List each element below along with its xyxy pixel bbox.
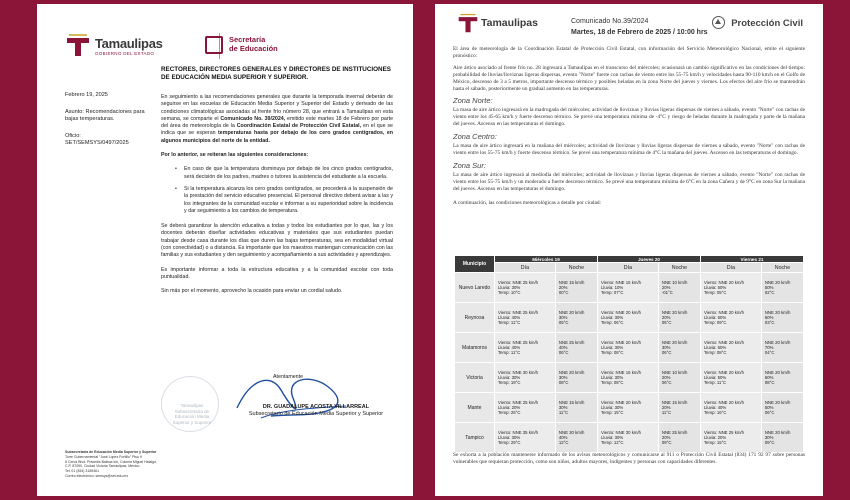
- signature-block: [161, 364, 393, 438]
- forecast-line: Viento: NNE 35 km/h: [498, 429, 539, 435]
- forecast-cell: [555, 423, 597, 453]
- forecast-cell: [597, 393, 658, 423]
- forecast-line: Temp: 10°C: [498, 290, 521, 296]
- forecast-line: Temp: 07°C: [600, 290, 624, 296]
- municipio-name: Victoria: [455, 363, 495, 393]
- considerations-list: [175, 166, 393, 215]
- logo-text: Tamaulipas: [95, 36, 163, 51]
- forecast-line: 30%: [558, 404, 568, 410]
- forecast-line: Lluvia: 10%: [600, 284, 624, 290]
- forecast-line: Temp: 06°C: [600, 320, 624, 326]
- signer: [241, 404, 391, 418]
- forecast-cell: [658, 273, 700, 303]
- forecast-line: Viento: NNE 15 km/h: [600, 369, 642, 375]
- forecast-line: Viento: NNE 20 km/h: [703, 309, 745, 315]
- table-row: [455, 303, 804, 333]
- forecast-table-body: [455, 273, 804, 453]
- tamaulipas-logo-icon: [457, 12, 479, 34]
- forecast-line: 11°C: [558, 410, 569, 416]
- forecast-line: Temp: 15°C: [600, 410, 624, 416]
- seal-text: Tamaulipas Subsecretaría de Educación Media Superior y Superior: [172, 403, 212, 425]
- forecast-line: Lluvia: 40%: [498, 314, 521, 320]
- forecast-cell: [495, 273, 556, 303]
- forecast-line: Temp: 11°C: [498, 320, 521, 326]
- forecast-line: 20%: [661, 434, 671, 440]
- forecast-line: 06°C: [764, 410, 775, 416]
- forecast-cell: [658, 333, 700, 363]
- forecast-line: NNE 10 km/h: [661, 369, 688, 375]
- letter-page: [37, 4, 413, 496]
- forecast-line: 40%: [558, 434, 568, 440]
- forecast-cell: [761, 363, 803, 393]
- list-item: • En caso de que la temperatura disminuya por debajo de los cinco grados centígrados, será decisión de los padres, madres o tutores la asistencia del estudiante a la escuela.: [175, 166, 393, 181]
- forecast-cell: [658, 423, 700, 453]
- forecast-line: 12°C: [558, 440, 569, 446]
- forecast-line: Temp: 09°C: [703, 320, 727, 326]
- forecast-cell: [700, 303, 761, 333]
- forecast-line: 50%: [764, 284, 774, 290]
- forecast-cell: [597, 363, 658, 393]
- forecast-line: 03°C: [764, 320, 775, 326]
- municipio-name: Reynosa: [455, 303, 495, 333]
- municipio-header: Municipio: [455, 256, 495, 273]
- table-row: [455, 273, 804, 303]
- letter-body: [161, 66, 393, 303]
- forecast-cell: [597, 273, 658, 303]
- forecast-line: 60%: [764, 374, 774, 380]
- forecast-line: NNE 20 km/h: [558, 309, 585, 315]
- forecast-line: Lluvia: 30%: [498, 284, 521, 290]
- forecast-cell: [761, 423, 803, 453]
- forecast-cell: [555, 273, 597, 303]
- forecast-line: Viento: NNE 25 km/h: [498, 399, 539, 405]
- forecast-cell: [658, 393, 700, 423]
- forecast-line: NNE 20 km/h: [764, 429, 791, 435]
- forecast-line: 20%: [661, 284, 671, 290]
- forecast-line: 30%: [764, 434, 774, 440]
- forecast-line: Temp: 11°C: [703, 380, 727, 386]
- forecast-line: Temp: 16°C: [703, 410, 727, 416]
- forecast-cell: [700, 423, 761, 453]
- official-seal: [161, 376, 219, 432]
- forecast-line: 20%: [661, 404, 671, 410]
- zone-title: Zona Norte:: [453, 96, 493, 106]
- forecast-line: 04°C: [764, 350, 775, 356]
- forecast-line: Temp: 08°C: [600, 380, 624, 386]
- forecast-cell: [761, 333, 803, 363]
- forecast-line: Temp: 12°C: [600, 440, 624, 446]
- forecast-line: Lluvia: 50%: [703, 374, 727, 380]
- municipio-name: Mante: [455, 393, 495, 423]
- forecast-line: 05°C: [558, 320, 569, 326]
- forecast-line: Lluvia: 40%: [498, 344, 521, 350]
- municipio-name: Matamoros: [455, 333, 495, 363]
- forecast-line: Lluvia: 30%: [600, 404, 624, 410]
- forecast-line: NNE 20 km/h: [558, 369, 585, 375]
- forecast-line: NNE 15 km/h: [661, 399, 688, 405]
- forecast-line: NNE 15 km/h: [558, 399, 585, 405]
- forecast-line: Viento: NNE 20 km/h: [703, 399, 745, 405]
- forecast-line: 40%: [558, 344, 568, 350]
- forecast-line: 30%: [661, 344, 671, 350]
- forecast-line: Temp: 29°C: [498, 440, 521, 446]
- forecast-line: NNE 20 km/h: [764, 369, 791, 375]
- forecast-line: 20%: [661, 374, 671, 380]
- forecast-line: 05°C: [661, 320, 672, 326]
- forecast-line: 02°C: [764, 290, 775, 296]
- forecast-line: 50%: [764, 404, 774, 410]
- zone-text: La masa de aire ártico ingresará en la mañana del miércoles; actividad de lloviznas y lluvias ligeras dispersas de viernes a sábado, evento "Norte" con rachas de viento entre los 55-75 km/h y fuerte descenso térmico. Se prevé una temperatura mínima de 4°C la mañana del jueves. Ascenso en las temperaturas el domingo.: [453, 142, 805, 156]
- night-period-header: Noche: [658, 263, 700, 273]
- forecast-cell: [597, 423, 658, 453]
- zone-text: La masa de aire ártico ingresará al mediodía del miércoles; actividad de lloviznas y lluvias ligeras dispersas de viernes a sábado, evento "Norte" con rachas de viento entre los 55-75 km/h y un moderado a fuerte descenso térmico. Se prevé una temperatura mínima de 6°C en la zona Cañera y de 9°C en zona Sur la mañana del jueves. Ascenso en las temperaturas el domingo.: [453, 171, 805, 192]
- table-row: [455, 393, 804, 423]
- forecast-line: Viento: NNE 20 km/h: [600, 399, 642, 405]
- forecast-line: Viento: NNE 25 km/h: [703, 429, 745, 435]
- forecast-line: Lluvia: 30%: [600, 314, 624, 320]
- day-period-header: Día: [495, 263, 556, 273]
- forecast-line: 60%: [764, 314, 774, 320]
- forecast-line: Lluvia: 50%: [703, 314, 727, 320]
- forecast-line: NNE 25 km/h: [558, 339, 585, 345]
- forecast-line: 70%: [764, 344, 774, 350]
- bulletin-intro: El área de meteorología de la Coordinación Estatal de Protección Civil Estatal, con información del Servicio Meteorológico Nacional, emite el siguiente pronóstico:: [453, 46, 805, 59]
- list-item: • Si la temperatura alcanza los cero grados centígrados, se procederá a la suspensión de la prestación del servicio educativo presencial. El personal directivo deberá avisar a las y los integrantes de la comunidad escolar e informar a su superioridad sobre la incidencia y dar seguimiento a los cambios de temperatura.: [175, 186, 393, 215]
- forecast-cell: [555, 303, 597, 333]
- logo-tagline: GOBIERNO DEL ESTADO: [95, 51, 155, 56]
- table-intro: A continuación, las condiciones meteorológicas a detalle por ciudad:: [453, 200, 602, 207]
- forecast-line: Temp: 05°C: [703, 290, 727, 296]
- forecast-cell: [495, 333, 556, 363]
- forecast-line: Viento: NNE 20 km/h: [703, 279, 745, 285]
- forecast-line: 06°C: [558, 350, 569, 356]
- forecast-line: Lluvia: 30%: [600, 434, 624, 440]
- forecast-line: 11°C: [661, 410, 672, 416]
- forecast-line: Viento: NNE 30 km/h: [600, 429, 642, 435]
- forecast-line: NNE 20 km/h: [764, 279, 791, 285]
- forecast-line: NNE 25 km/h: [661, 429, 688, 435]
- forecast-line: Viento: NNE 30 km/h: [498, 369, 539, 375]
- letter-meta: [65, 92, 157, 148]
- forecast-line: Lluvia: 60%: [703, 344, 727, 350]
- forecast-line: Viento: NNE 20 km/h: [600, 339, 642, 345]
- forecast-cell: [761, 303, 803, 333]
- zone-text: La masa de aire ártico ingresará en la madrugada del miércoles; actividad de lloviznas y lluvias ligeras dispersas de viernes a sábado, evento "Norte" con rachas de viento entre los 45-65 km/h y fuerte descenso térmico. Se prevé una temperatura mínima de -4°C y riesgo de heladas durante la madrugada y parte de la mañana del jueves. Ascenso en las temperaturas el domingo.: [453, 107, 805, 128]
- forecast-line: -01°C: [661, 290, 673, 296]
- forecast-line: Lluvia: 30%: [600, 374, 624, 380]
- forecast-line: Viento: NNE 15 km/h: [600, 279, 642, 285]
- forecast-line: Temp: 11°C: [498, 350, 521, 356]
- forecast-cell: [495, 303, 556, 333]
- paragraph-closing: Sin más por el momento, aprovecho la ocasión para enviar un cordial saludo.: [161, 288, 343, 295]
- day-header: Jueves 20: [597, 256, 700, 263]
- forecast-line: Viento: NNE 20 km/h: [703, 339, 745, 345]
- forecast-line: Lluvia: 30%: [600, 344, 624, 350]
- municipio-name: Nuevo Laredo: [455, 273, 495, 303]
- forecast-cell: [495, 423, 556, 453]
- forecast-cell: [700, 273, 761, 303]
- forecast-line: Viento: NNE 20 km/h: [600, 309, 642, 315]
- forecast-line: Lluvia: 30%: [498, 374, 521, 380]
- forecast-cell: [495, 393, 556, 423]
- forecast-table: [454, 255, 804, 453]
- paragraph-intro: En seguimiento a las recomendaciones generales que durante la temporada invernal deberán de seguirse en las escuelas de Educación Media Superior y Superior del Estado y derivado de las condiciones climatológicas asociadas al frente frío número 28, que entrará a Tamaulipas en esta semana, se comparte el Comunicado No. 39/2024, emitido este martes 18 de Febrero por parte del área de meteorología de la Coordinación Estatal de Protección Civil Estatal, en el que se indica que se esperan temperaturas hasta por debajo de los cero grados centígrados, en algunos municipios del norte de la entidad.: [161, 94, 394, 144]
- forecast-line: Lluvia: 30%: [498, 434, 521, 440]
- forecast-cell: [700, 363, 761, 393]
- forecast-line: NNE 20 km/h: [661, 309, 688, 315]
- letter-subject: Asunto: Recomendaciones para bajas temperaturas.: [65, 108, 145, 122]
- forecast-line: 30%: [558, 314, 568, 320]
- letter-footer: Subsecretaría de Educación Media Superior y Superior Torre Gubernamental "José López Portillo" Piso 9 8 Ceros Blvd. Praxedis Balboa s/n, Colonia Miguel Hidalgo, C.P. 87090, Ciudad Victoria Tamaulipas, México. Tel. 01 (834) 3189461 Correo electrónico: semsys@set.edu.mx: [65, 450, 158, 478]
- table-row: [455, 363, 804, 393]
- zone-title: Zona Centro:: [453, 132, 497, 142]
- day-period-header: Día: [597, 263, 658, 273]
- comunicado-date: Martes, 18 de Febrero de 2025 / 10:00 hrs: [571, 29, 708, 36]
- proteccion-civil-icon: [712, 16, 725, 29]
- night-period-header: Noche: [555, 263, 597, 273]
- letter-date: Febrero 19, 2025: [65, 92, 108, 98]
- forecast-line: 06°C: [661, 350, 672, 356]
- organization-name: Protección Civil: [731, 18, 803, 29]
- forecast-line: 06°C: [661, 380, 672, 386]
- table-row: [455, 333, 804, 363]
- comunicado-number: Comunicado No.39/2024: [571, 18, 649, 25]
- forecast-line: Temp: 15°C: [703, 440, 727, 446]
- day-header: Viernes 21: [700, 256, 803, 263]
- forecast-cell: [597, 303, 658, 333]
- forecast-line: NNE 20 km/h: [764, 399, 791, 405]
- forecast-line: NNE 10 km/h: [661, 279, 688, 285]
- forecast-line: 20%: [558, 284, 568, 290]
- day-period-header: Día: [700, 263, 761, 273]
- forecast-line: NNE 30 km/h: [558, 429, 585, 435]
- forecast-line: Temp: 25°C: [498, 410, 521, 416]
- paragraph-inform: Es importante informar a toda la estructura educativa y a la comunidad escolar con toda puntualidad.: [161, 266, 393, 280]
- forecast-line: 08°C: [764, 380, 775, 386]
- forecast-line: Viento: NNE 20 km/h: [703, 369, 745, 375]
- forecast-cell: [597, 333, 658, 363]
- forecast-line: 09°C: [661, 440, 672, 446]
- forecast-line: 09°C: [764, 440, 775, 446]
- forecast-line: Lluvia: 50%: [703, 284, 727, 290]
- forecast-line: Temp: 08°C: [703, 350, 727, 356]
- bulletin-body: [453, 46, 805, 211]
- paragraph-considerations: Por lo anterior, se reiteran las siguientes consideraciones:: [161, 152, 309, 159]
- forecast-line: NNE 20 km/h: [764, 309, 791, 315]
- table-row: [455, 423, 804, 453]
- forecast-cell: [700, 333, 761, 363]
- forecast-line: Lluvia: 40%: [703, 404, 727, 410]
- paragraph-attention: Se deberá garantizar la atención educativa a todas y todos los estudiantes por lo que, las y los docentes deberán diseñar actividades educativas y materiales que sus estudiantes puedan trabajar desde casa durante los días que duren las bajas temperaturas, sea en modalidad virtual (con conectividad) o a distancia. Es importante que los maestros mantengan comunicación con las familias y sus estudiantes y den seguimiento y acompañamiento a sus actividades y aprendizajes.: [161, 223, 393, 259]
- forecast-line: Temp: 08°C: [600, 350, 624, 356]
- night-period-header: Noche: [761, 263, 803, 273]
- forecast-cell: [555, 333, 597, 363]
- secretaria-emblem-icon: [205, 36, 223, 54]
- forecast-line: 00°C: [558, 290, 569, 296]
- forecast-cell: [761, 393, 803, 423]
- forecast-cell: [700, 393, 761, 423]
- forecast-line: Temp: 19°C: [498, 380, 521, 386]
- oficio-number: SET/SEMSYS/0497/2025: [65, 140, 129, 146]
- zone-title: Zona Sur:: [453, 160, 486, 170]
- municipio-name: Tampico: [455, 423, 495, 453]
- forecast-line: Lluvia: 20%: [498, 404, 521, 410]
- forecast-cell: [658, 303, 700, 333]
- bulletin-page: [435, 4, 823, 496]
- closing-word: Atentamente: [273, 374, 304, 380]
- forecast-line: NNE 20 km/h: [661, 339, 688, 345]
- oficio-label: Oficio:: [65, 132, 81, 139]
- bulletin-footer: Se exhorta a la población mantenerse informado de los avisos meteorológicos y comunicarse al 911 o Protección Civil Estatal (834) 171 92 97 sobre personas vulnerables que requieran protección, como son niños, adultos mayores, indigentes y personas con capacidades diferentes.: [453, 452, 805, 465]
- forecast-line: Lluvia: 20%: [703, 434, 727, 440]
- forecast-cell: [555, 393, 597, 423]
- forecast-line: NNE 20 km/h: [764, 339, 791, 345]
- secretaria-name: Secretaría de Educación: [229, 35, 278, 53]
- tamaulipas-logo-icon: [65, 32, 91, 58]
- bulletin-summary: Aire ártico asociado al frente frío no. 28 ingresará a Tamaulipas en el transcurso del miércoles; ocasionará un cambio significativo en las condiciones del tiempo: probabilidad de lluvias/lloviznas ligeras dispersas, evento "Norte" fuerte con rachas de viento entre los 55-75 km/h y velocidades hasta 90-110 km/h en el Golfo de México, descenso de 3 a 5 metros, importante descenso térmico y posibles heladas en la zona Norte del jueves y viernes. Los efectos del aire frío se mantendrán hasta el sábado, posteriormente un gradual aumento en las temperaturas.: [453, 64, 805, 92]
- logo-text: Tamaulipas: [481, 17, 538, 29]
- signer-role: Subsecretario de Educación Media Superior y Superior: [248, 411, 384, 417]
- forecast-cell: [658, 363, 700, 393]
- forecast-line: Viento: NNE 25 km/h: [498, 309, 539, 315]
- letter-header: [65, 30, 393, 64]
- forecast-line: 08°C: [558, 380, 569, 386]
- signer-name: DR. GUADALUPE ACOSTA VILLARREAL: [262, 404, 370, 410]
- forecast-line: NNE 15 km/h: [558, 279, 585, 285]
- bulletin-header: [453, 10, 809, 44]
- day-header: Miércoles 19: [495, 256, 598, 263]
- forecast-cell: [555, 363, 597, 393]
- forecast-line: Viento: NNE 25 km/h: [498, 279, 539, 285]
- forecast-cell: [761, 273, 803, 303]
- forecast-cell: [495, 363, 556, 393]
- forecast-line: 20%: [661, 314, 671, 320]
- addressee: RECTORES, DIRECTORES GENERALES Y DIRECTORES DE INSTITUCIONES DE EDUCACIÓN MEDIA SUPERIOR Y SUPERIOR.: [161, 66, 391, 81]
- forecast-line: Viento: NNE 25 km/h: [498, 339, 539, 345]
- forecast-line: 30%: [558, 374, 568, 380]
